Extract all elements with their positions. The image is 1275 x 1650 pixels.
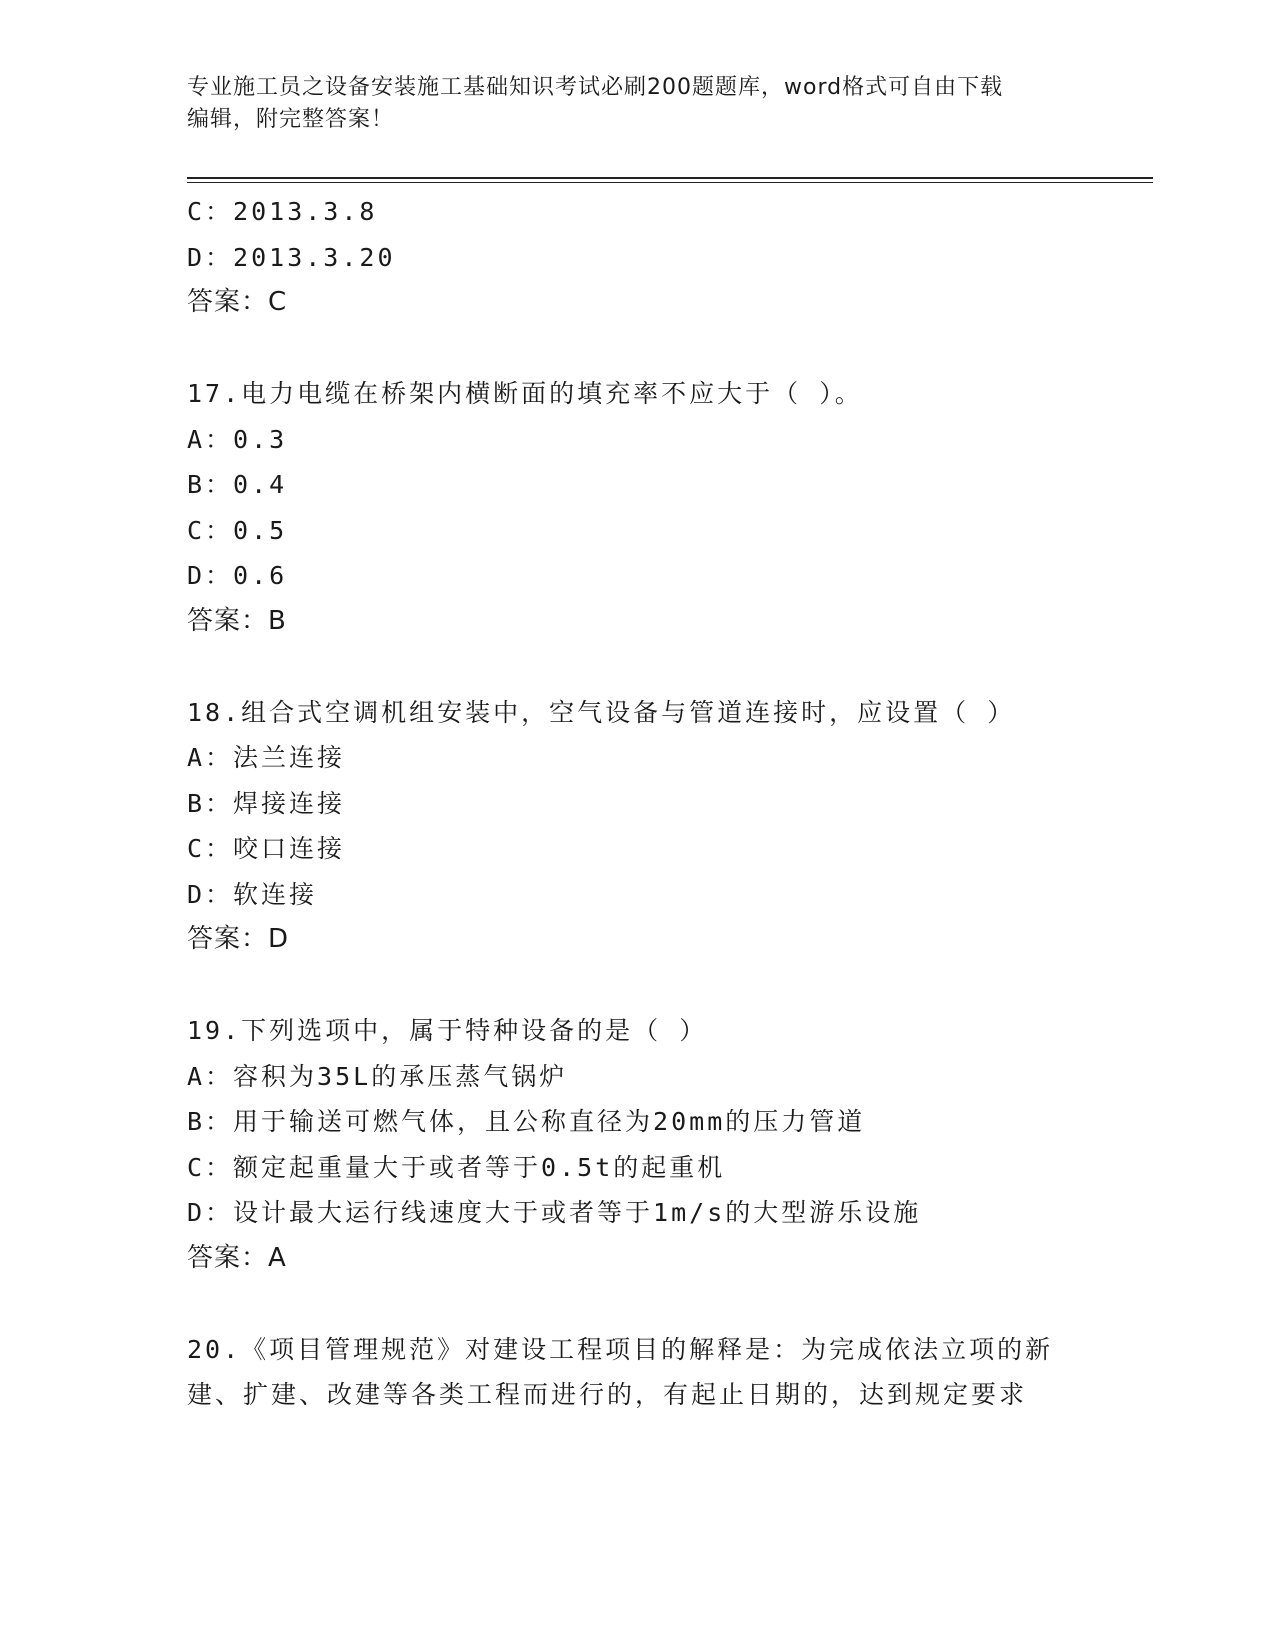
option-c: C：0.5: [187, 515, 288, 545]
option-d: D：软连接: [187, 879, 318, 909]
header-title-line-1: 专业施工员之设备安装施工基础知识考试必刷200题题库，word格式可自由下载: [187, 75, 1004, 100]
option-a: A：法兰连接: [187, 743, 346, 772]
question-stem-line-2: 建、扩建、改建等各类工程而进行的，有起止日期的，达到规定要求: [187, 1380, 1028, 1409]
option-b: B：用于输送可燃气体，且公称直径为20mm的压力管道: [187, 1107, 866, 1136]
spacer: [187, 1281, 1087, 1327]
question-stem: 18.组合式空调机组安装中，空气设备与管道连接时，应设置（ ）: [187, 697, 1016, 727]
header-divider-thick: [187, 177, 1153, 179]
option-c: C：2013.3.8: [187, 197, 378, 226]
question-16-tail: [187, 189, 1087, 326]
header-title-line-2: 编辑，附完整答案！: [187, 107, 395, 132]
question-18: [187, 690, 1087, 963]
option-a: A：0.3: [187, 424, 288, 454]
question-19: [187, 1008, 1087, 1281]
question-17: [187, 371, 1087, 644]
option-d: D：2013.3.20: [187, 242, 396, 272]
option-b: B：0.4: [187, 470, 288, 499]
answer-line: 答案：D: [187, 924, 290, 954]
option-c: C：咬口连接: [187, 834, 346, 863]
document-header: [187, 72, 1087, 136]
question-list: [187, 189, 1087, 1418]
spacer: [187, 963, 1087, 1009]
header-divider-thin: [187, 182, 1153, 183]
question-stem-line-1: 20.《项目管理规范》对建设工程项目的解释是：为完成依法立项的新: [187, 1334, 1054, 1364]
spacer: [187, 326, 1087, 372]
option-c: C：额定起重量大于或者等于0.5t的起重机: [187, 1152, 726, 1182]
option-d: D：设计最大运行线速度大于或者等于1m/s的大型游乐设施: [187, 1198, 922, 1227]
option-d: D：0.6: [187, 561, 288, 590]
answer-line: 答案：C: [187, 287, 288, 317]
question-stem: 19.下列选项中，属于特种设备的是（ ）: [187, 1016, 708, 1045]
answer-line: 答案：A: [187, 1242, 287, 1273]
question-20: [187, 1327, 1087, 1418]
spacer: [187, 644, 1087, 690]
answer-line: 答案：B: [187, 605, 287, 636]
option-a: A：容积为35L的承压蒸气锅炉: [187, 1061, 568, 1091]
question-stem: 17.电力电缆在桥架内横断面的填充率不应大于（ ）。: [187, 379, 863, 408]
option-b: B：焊接连接: [187, 788, 346, 818]
